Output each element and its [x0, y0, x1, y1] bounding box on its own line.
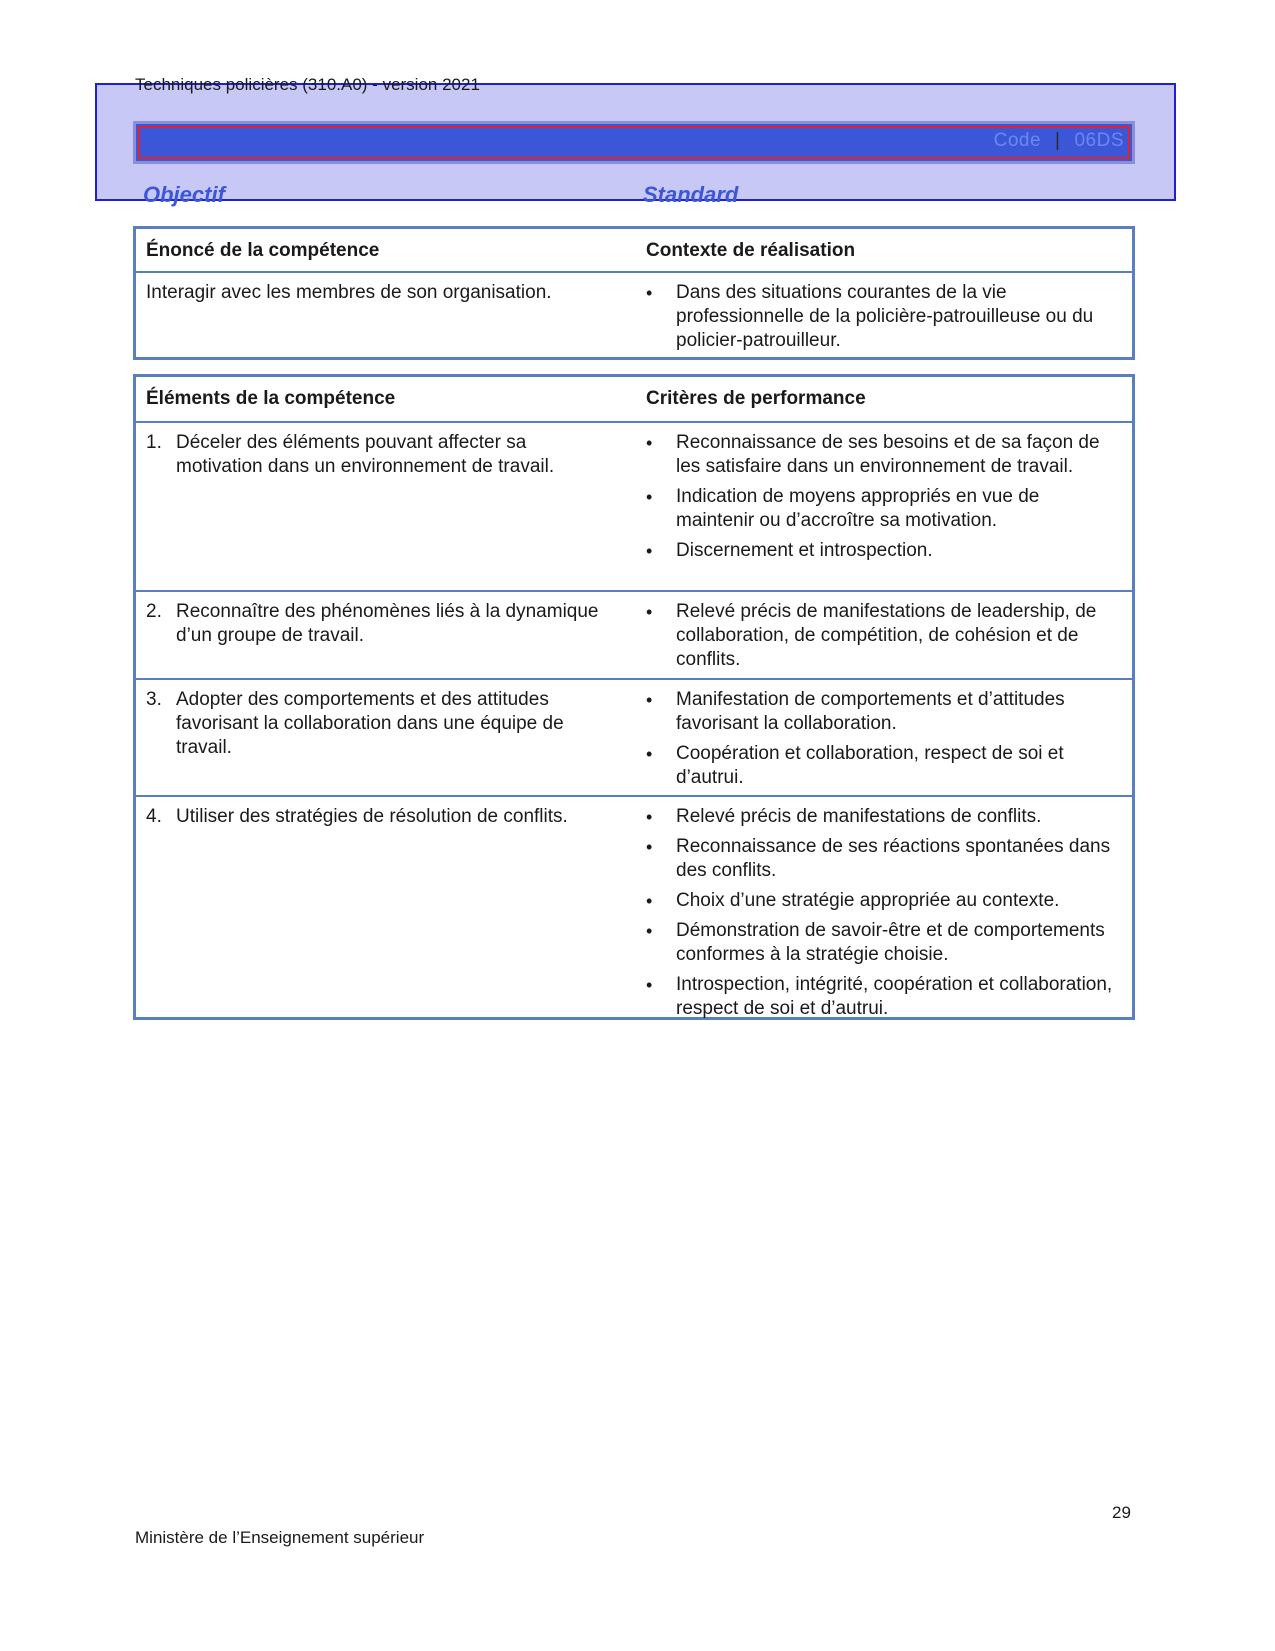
code-bar	[133, 121, 1135, 164]
element-row-4	[136, 795, 1132, 1025]
element-text: Adopter des comportements et des attitudes favorisant la collaboration dans une équipe de travail.	[176, 689, 564, 758]
element-number: 3.	[146, 689, 162, 710]
statement-text: Interagir avec les membres de son organisation.	[146, 282, 552, 303]
code-value: 06DS	[1074, 130, 1124, 151]
criterion-item: • Discernement et introspection.	[646, 539, 1116, 563]
standard-heading: Standard	[643, 182, 739, 207]
element-number: 1.	[146, 432, 162, 453]
element-row-2	[136, 590, 1132, 678]
criterion-item: • Coopération et collaboration, respect de soi et d’autrui.	[646, 742, 1116, 790]
code-label-text: Code	[993, 130, 1042, 151]
elements-table	[133, 374, 1135, 1020]
element-item	[146, 688, 616, 760]
criterion-item: • Introspection, intégrité, coopération et collaboration, respect de soi et d’autrui.	[646, 973, 1116, 1021]
statement-right-header: Contexte de réalisation	[646, 240, 856, 261]
criterion-item: • Relevé précis de manifestations de conflits.	[646, 805, 1116, 829]
element-row-3	[136, 678, 1132, 795]
element-number: 4.	[146, 806, 162, 827]
elements-header-row	[136, 377, 1132, 421]
element-text: Déceler des éléments pouvant affecter sa motivation dans un environnement de travail.	[176, 432, 555, 477]
statement-header-row	[136, 229, 1132, 271]
criterion-item: • Manifestation de comportements et d’attitudes favorisant la collaboration.	[646, 688, 1116, 736]
elements-right-header: Critères de performance	[646, 388, 866, 409]
footer-ministry: Ministère de l’Enseignement supérieur	[135, 1528, 425, 1547]
element-item	[146, 600, 616, 648]
statement-body-row	[136, 271, 1132, 359]
elements-left-header: Éléments de la compétence	[146, 388, 396, 409]
code-label	[994, 130, 1124, 152]
element-text: Utiliser des stratégies de résolution de conflits.	[176, 806, 568, 827]
statement-left-header: Énoncé de la compétence	[146, 240, 380, 261]
document-title: Techniques policières (310.A0) - version 2021	[135, 75, 480, 94]
element-item	[146, 431, 616, 479]
element-number: 2.	[146, 601, 162, 622]
context-item: • Dans des situations courantes de la vie professionnelle de la policière-patrouilleuse ou du policier-patrouilleur.	[646, 281, 1116, 353]
criterion-item: • Reconnaissance de ses besoins et de sa façon de les satisfaire dans un environnement de travail.	[646, 431, 1116, 479]
criterion-item: • Choix d’une stratégie appropriée au contexte.	[646, 889, 1116, 913]
criterion-item: • Reconnaissance de ses réactions spontanées dans des conflits.	[646, 835, 1116, 883]
code-separator: |	[1055, 130, 1061, 151]
element-text: Reconnaître des phénomènes liés à la dynamique d’un groupe de travail.	[176, 601, 599, 646]
criterion-item: • Relevé précis de manifestations de leadership, de collaboration, de compétition, de cohésion et de conflits.	[646, 600, 1116, 672]
element-row-1	[136, 421, 1132, 590]
context-list	[646, 281, 1116, 359]
code-bar-frame	[138, 126, 1130, 159]
statement-table	[133, 226, 1135, 360]
criterion-item: • Démonstration de savoir-être et de comportements conformes à la stratégie choisie.	[646, 919, 1116, 967]
criterion-item: • Indication de moyens appropriés en vue de maintenir ou d’accroître sa motivation.	[646, 485, 1116, 533]
objectif-heading: Objectif	[143, 182, 225, 207]
element-item	[146, 805, 616, 829]
page-number: 29	[1112, 1503, 1131, 1522]
